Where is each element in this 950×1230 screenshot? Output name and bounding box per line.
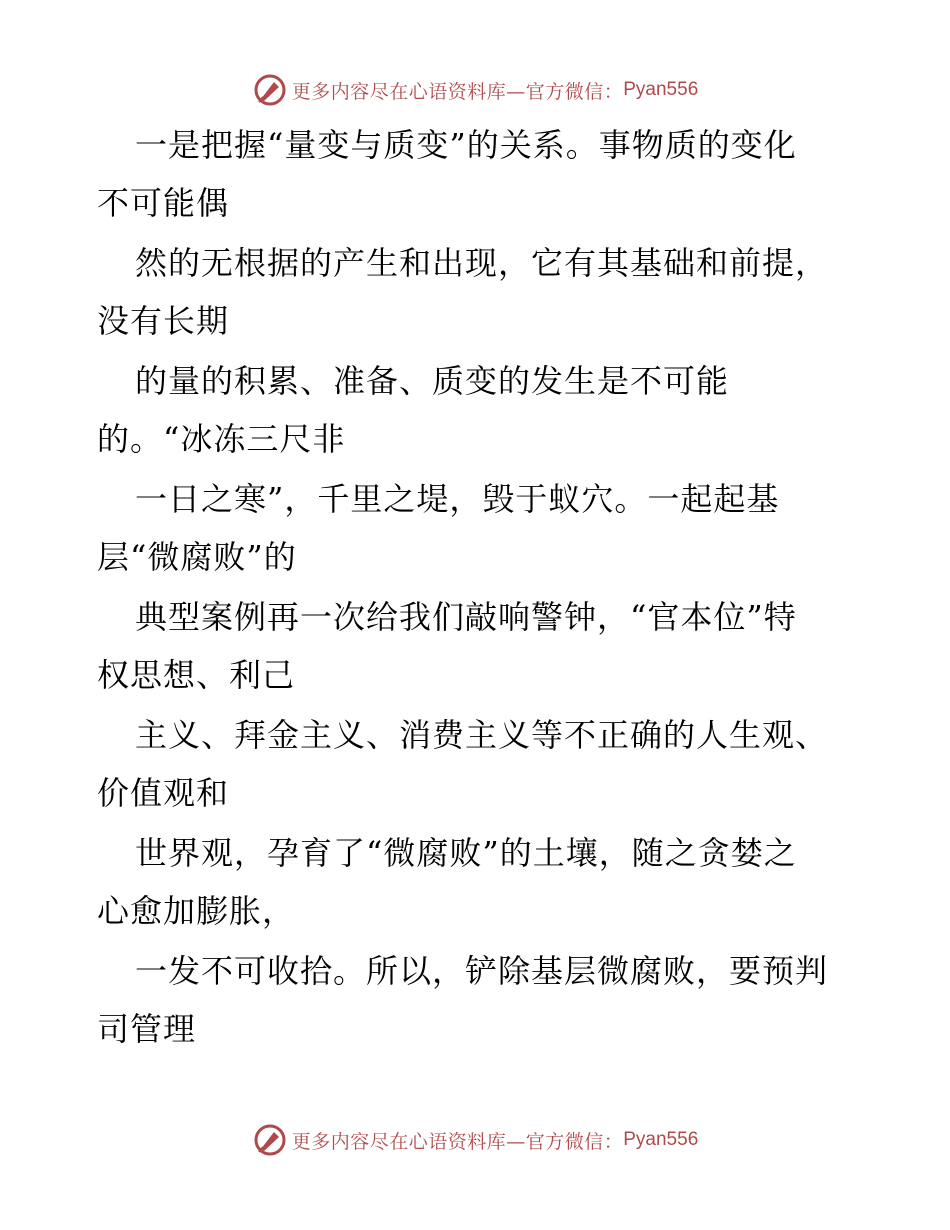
text-line: 世界观，孕育了“微腐败”的土壤，随之贪婪之 — [135, 834, 797, 872]
banner-text: 更多内容尽在心语资料库—官方微信： — [291, 80, 624, 103]
text-line: 的。“冰冻三尺非 — [97, 420, 346, 458]
banner-text: 更多内容尽在心语资料库—官方微信： — [291, 1130, 624, 1153]
text-line: 然的无根据的产生和出现，它有其基础和前提， — [135, 244, 829, 282]
text-line: 一日之寒”，千里之堤，毁于蚁穴。一起起基 — [135, 480, 780, 518]
header-banner — [0, 72, 950, 108]
pen-nib-icon — [252, 72, 288, 108]
text-line: 一发不可收拾。所以，铲除基层微腐败，要预判 — [135, 952, 829, 990]
banner-wechat-id: Pyan556 — [623, 1129, 699, 1150]
text-line: 权思想、利己 — [97, 656, 296, 694]
text-line: 没有长期 — [97, 302, 230, 340]
text-line: 价值观和 — [97, 774, 230, 812]
pen-nib-icon — [252, 1122, 288, 1158]
text-line: 不可能偶 — [97, 184, 230, 222]
text-line: 的量的积累、准备、质变的发生是不可能 — [135, 362, 730, 400]
text-line: 层“微腐败”的 — [97, 538, 297, 576]
banner-wechat-id: Pyan556 — [623, 79, 699, 100]
text-line: 心愈加膨胀， — [97, 892, 296, 930]
text-line: 一是把握“量变与质变”的关系。事物质的变化 — [135, 126, 797, 164]
footer-banner — [0, 1122, 950, 1158]
text-line: 典型案例再一次给我们敲响警钟，“官本位”特 — [135, 598, 797, 636]
text-line: 司管理 — [97, 1010, 197, 1048]
text-line: 主义、拜金主义、消费主义等不正确的人生观、 — [135, 716, 829, 754]
